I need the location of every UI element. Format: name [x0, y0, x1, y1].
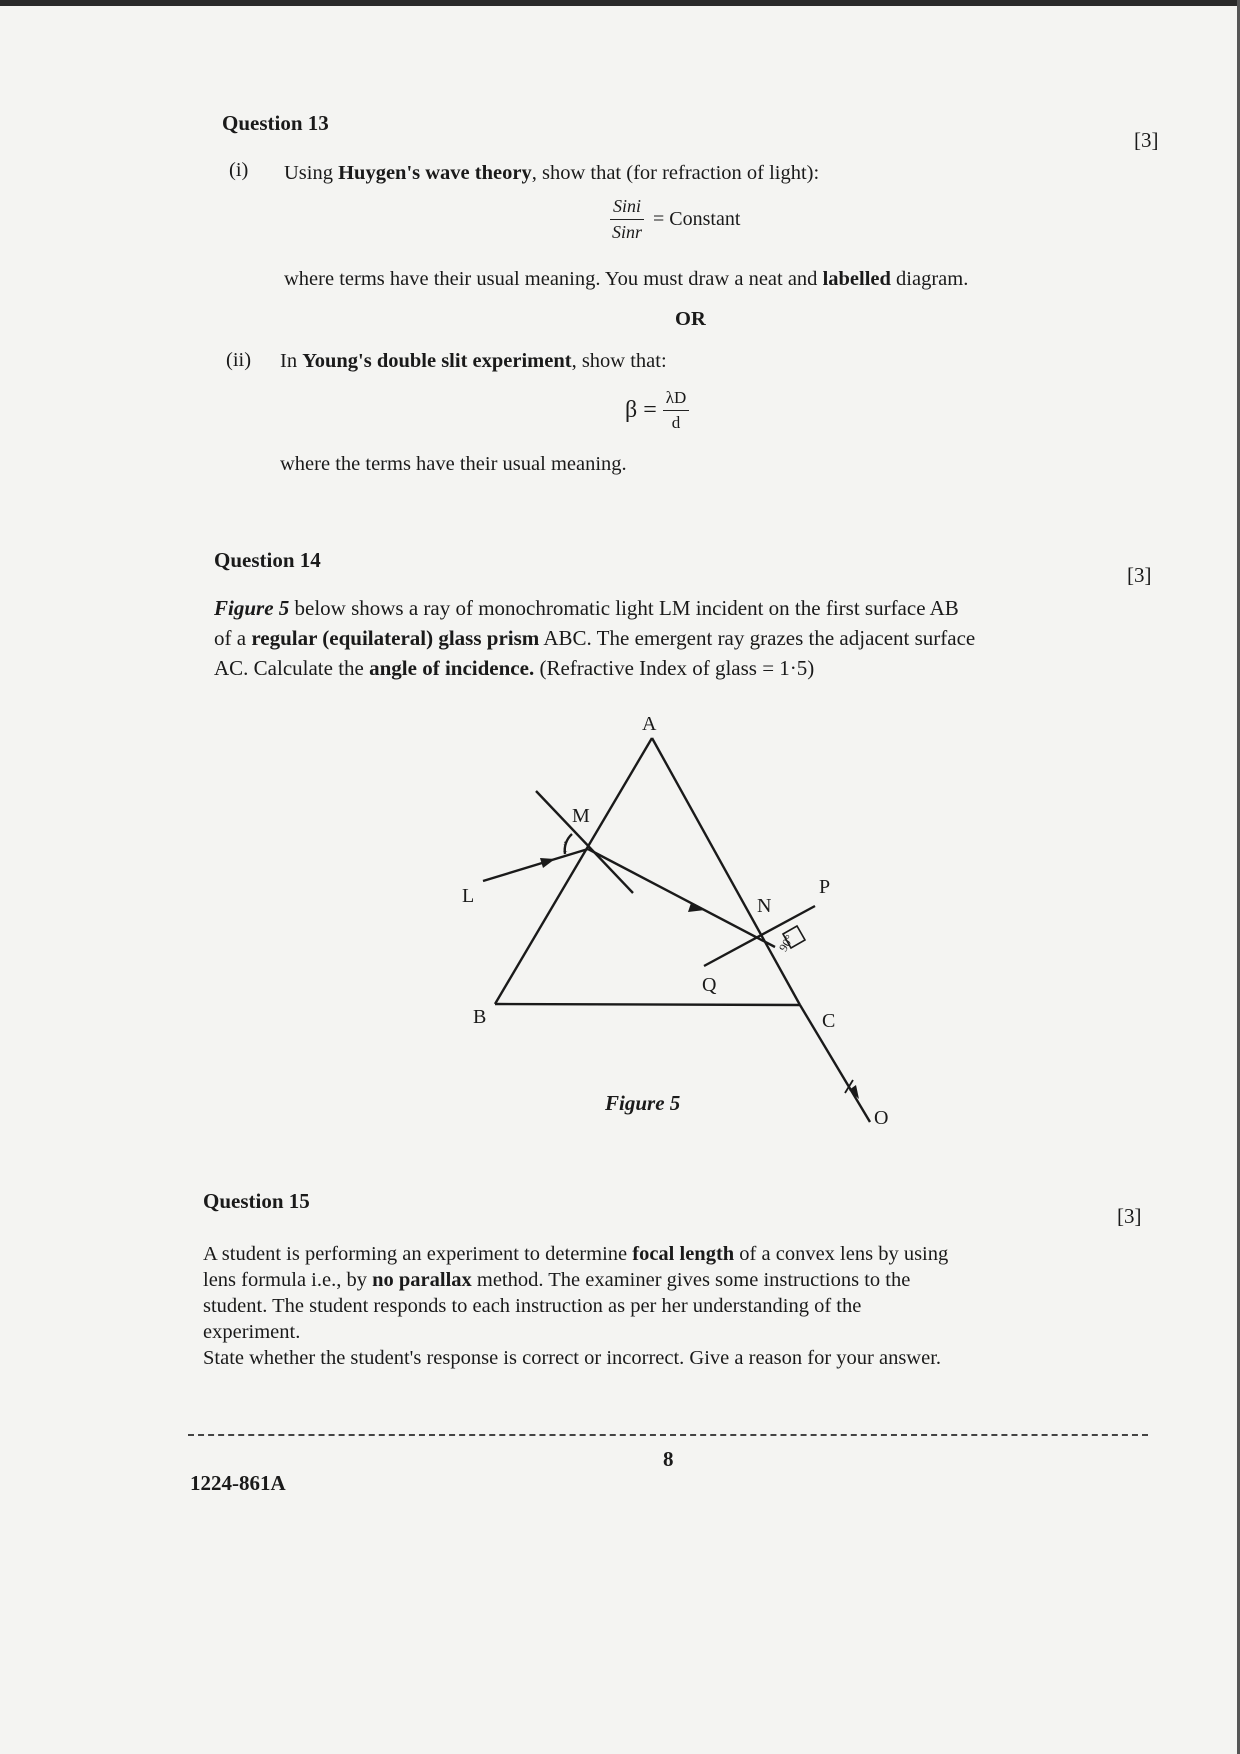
q13-ii-text-b: , show that: — [571, 350, 667, 372]
prism-side-ac — [652, 738, 800, 1005]
label-q: Q — [702, 974, 717, 996]
question-13-marks: [3] — [1134, 128, 1159, 152]
q13-i-text-d: diagram. — [890, 268, 969, 290]
label-c: C — [822, 1010, 836, 1032]
q13-part-i-number: (i) — [229, 159, 249, 181]
sin-ratio-denominator: Sinr — [612, 222, 643, 242]
q14-figure-ref: Figure 5 — [214, 596, 290, 620]
q14-text-c: ABC. The emergent ray grazes the adjacent surface — [539, 626, 976, 650]
fringe-width-lhs: β = — [625, 397, 657, 423]
paper-code: 1224-861A — [190, 1471, 286, 1495]
arrow-icon — [540, 858, 555, 868]
q13-ii-text-a: In — [280, 350, 303, 372]
q14-text-a: below shows a ray of monochromatic light LM incident on the first surface AB — [289, 596, 959, 620]
label-o: O — [874, 1107, 889, 1129]
label-m: M — [572, 805, 590, 827]
fringe-width-denominator: d — [671, 413, 681, 432]
q13-part-ii-number: (ii) — [226, 349, 252, 371]
q15-line5: State whether the student's response is correct or incorrect. Give a reason for your answer. — [203, 1347, 942, 1369]
q15-line4: experiment. — [203, 1321, 301, 1343]
q13-i-text-c: where terms have their usual meaning. You must draw a neat and — [284, 268, 823, 290]
q15-text-bold2: no parallax — [372, 1269, 472, 1291]
q15-text-bold: focal length — [632, 1243, 735, 1265]
prism-base-bc — [495, 1004, 800, 1005]
refracted-ray-mn — [588, 849, 775, 947]
sin-ratio-rhs: = Constant — [653, 208, 741, 230]
question-14-title: Question 14 — [214, 548, 321, 572]
fringe-width-numerator: λD — [663, 388, 690, 411]
label-l: L — [462, 885, 475, 907]
question-13-title: Question 13 — [222, 111, 329, 135]
label-a: A — [642, 713, 657, 735]
q13-part-ii-line2: where the terms have their usual meaning. — [280, 453, 627, 475]
incident-ray-lm — [483, 849, 588, 881]
q13-i-text-bold: Huygen's wave theory — [338, 162, 532, 184]
question-15-marks: [3] — [1117, 1204, 1142, 1228]
label-b: B — [473, 1006, 487, 1028]
question-15-title: Question 15 — [203, 1189, 310, 1213]
q13-i-text-bold2: labelled — [822, 268, 891, 290]
q15-text-b: of a convex lens by using — [734, 1243, 949, 1265]
q15-line2 — [203, 1267, 1138, 1293]
q15-line1 — [203, 1241, 1138, 1267]
q15-text-d: method. The examiner gives some instructions to the — [471, 1269, 911, 1291]
q14-text-e: (Refractive Index of glass = 1·5) — [534, 656, 815, 680]
question-14-marks: [3] — [1127, 563, 1152, 587]
footer-rule — [188, 1434, 1148, 1436]
sin-ratio-numerator: Sini — [610, 196, 644, 220]
figure-5-caption: Figure 5 — [605, 1091, 681, 1115]
q15-line3: student. The student responds to each instruction as per her understanding of the — [203, 1295, 862, 1317]
label-n: N — [757, 895, 772, 917]
label-p: P — [819, 876, 831, 898]
q15-text-a: A student is performing an experiment to determine — [203, 1243, 633, 1265]
q13-i-text-a: Using — [284, 162, 339, 184]
q14-text-bold: regular (equilateral) glass prism — [251, 626, 540, 650]
label-90-degrees: 90° — [775, 932, 797, 954]
q14-text-bold2: angle of incidence. — [369, 656, 535, 680]
q14-text-b: of a — [214, 626, 252, 650]
q13-i-text-b: , show that (for refraction of light): — [531, 162, 820, 184]
q13-ii-text-bold: Young's double slit experiment — [302, 350, 572, 372]
q13-or: OR — [675, 308, 706, 330]
label-i: i — [563, 839, 568, 856]
page-number: 8 — [663, 1447, 674, 1471]
q15-text-c: lens formula i.e., by — [203, 1269, 373, 1291]
arrow-icon — [688, 903, 705, 912]
q15-body — [203, 1241, 1138, 1371]
q14-text-d: AC. Calculate the — [214, 656, 370, 680]
